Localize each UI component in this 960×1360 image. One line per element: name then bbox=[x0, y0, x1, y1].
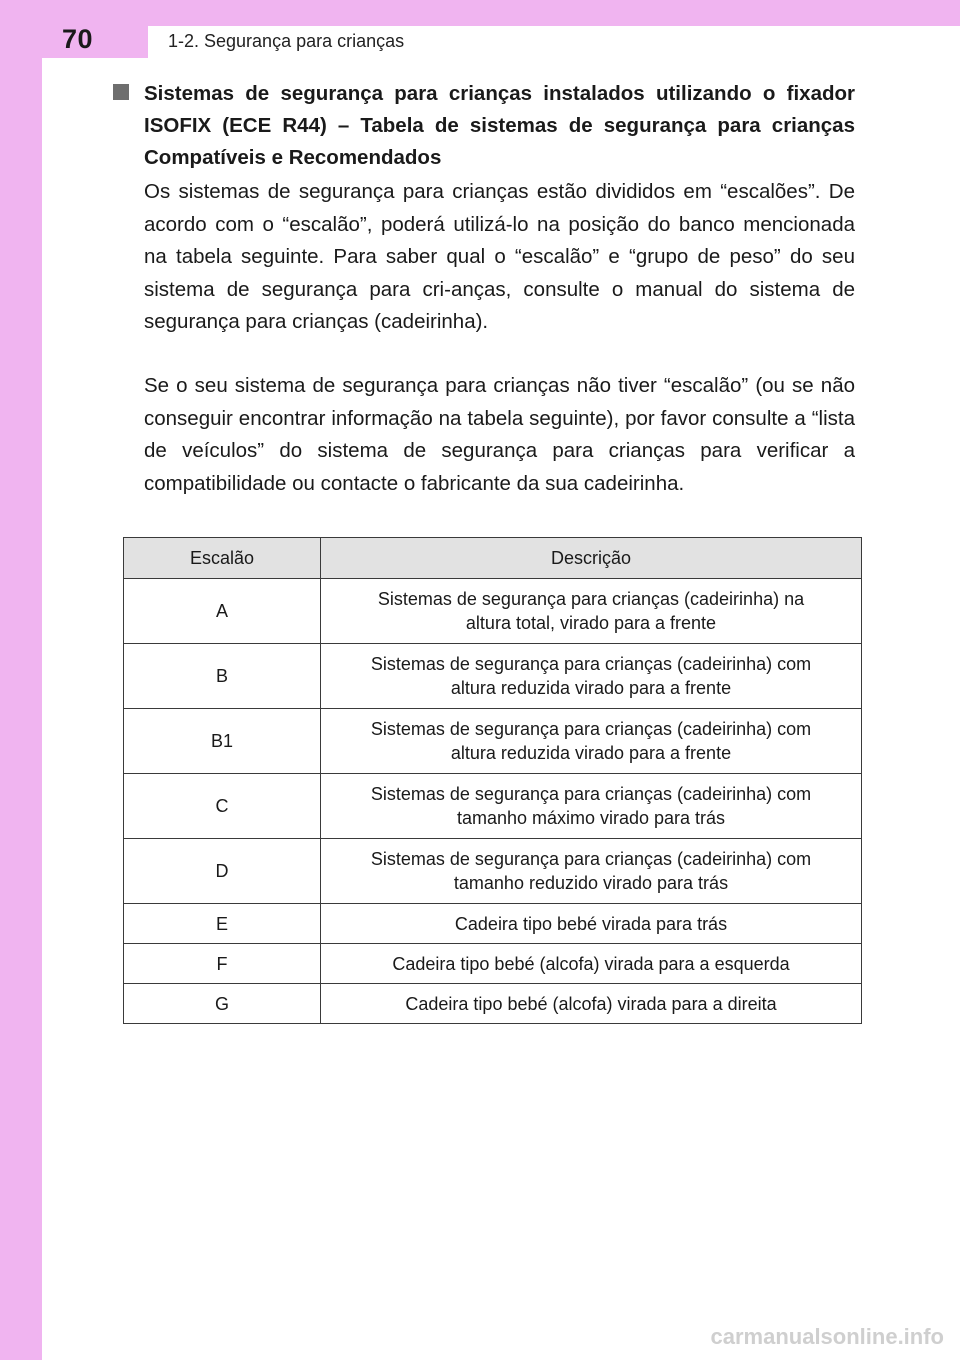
description-cell bbox=[321, 644, 862, 709]
grade-cell: B1 bbox=[124, 709, 321, 774]
description-cell: Cadeira tipo bebé (alcofa) virada para a direita bbox=[321, 984, 862, 1024]
description-line-1: Sistemas de segurança para crianças (cadeirinha) com bbox=[370, 654, 812, 674]
description-line-2: tamanho reduzido virado para trás bbox=[453, 873, 729, 893]
description-line-2: altura reduzida virado para a frente bbox=[450, 678, 732, 698]
table-row bbox=[124, 579, 862, 644]
header-description: Descrição bbox=[321, 538, 862, 579]
table-header-row bbox=[124, 538, 862, 579]
table-row bbox=[124, 839, 862, 904]
grade-cell: A bbox=[124, 579, 321, 644]
table-row bbox=[124, 984, 862, 1024]
header-grade: Escalão bbox=[124, 538, 321, 579]
side-color-strip bbox=[0, 0, 42, 1360]
description-cell: Cadeira tipo bebé virada para trás bbox=[321, 904, 862, 944]
description-line-1: Sistemas de segurança para crianças (cadeirinha) com bbox=[370, 784, 812, 804]
table-row bbox=[124, 944, 862, 984]
section-title: 1-2. Segurança para crianças bbox=[168, 31, 405, 51]
description-line-2: tamanho máximo virado para trás bbox=[456, 808, 726, 828]
table-row bbox=[124, 904, 862, 944]
description-cell bbox=[321, 709, 862, 774]
grades-table bbox=[123, 537, 862, 1024]
grade-cell: D bbox=[124, 839, 321, 904]
description-cell: Cadeira tipo bebé (alcofa) virada para a esquerda bbox=[321, 944, 862, 984]
paragraph-1: Os sistemas de segurança para crianças estão divididos em “escalões”. De acordo com o “escalão”, poderá utilizá-lo na posição do banco mencionada na tabela seguinte. Para saber qual o “escalão” e “grupo de peso” do seu sistema de segurança para cri-anças, consulte o manual do sistema de segurança para crianças (cadeirinha). bbox=[144, 180, 855, 333]
description-line-1: Sistemas de segurança para crianças (cadeirinha) na bbox=[377, 589, 805, 609]
watermark-link[interactable]: carmanualsonline.info bbox=[710, 1324, 944, 1349]
grade-cell: B bbox=[124, 644, 321, 709]
description-line-2: altura reduzida virado para a frente bbox=[450, 743, 732, 763]
table-row bbox=[124, 644, 862, 709]
description-line-2: altura total, virado para a frente bbox=[465, 613, 717, 633]
page-number: 70 bbox=[62, 24, 94, 54]
grade-cell: G bbox=[124, 984, 321, 1024]
table-row bbox=[124, 774, 862, 839]
section-heading: Sistemas de segurança para crianças instalados utilizando o fixador ISOFIX (ECE R44) – Tabela de sistemas de segurança para crianças Compatíveis e Recomendados bbox=[144, 82, 855, 169]
description-line-1: Sistemas de segurança para crianças (cadeirinha) com bbox=[370, 719, 812, 739]
grade-cell: F bbox=[124, 944, 321, 984]
description-line-1: Sistemas de segurança para crianças (cadeirinha) com bbox=[370, 849, 812, 869]
grade-cell: C bbox=[124, 774, 321, 839]
table-row bbox=[124, 709, 862, 774]
paragraph-2: Se o seu sistema de segurança para crianças não tiver “escalão” (ou se não conseguir encontrar informação na tabela seguinte), por favor consulte a “lista de veículos” do sistema de segurança para crianças para verificar a compatibilidade ou contacte o fabricante da sua cadeirinha. bbox=[144, 374, 855, 495]
square-bullet-icon bbox=[113, 84, 129, 100]
grade-cell: E bbox=[124, 904, 321, 944]
description-cell bbox=[321, 579, 862, 644]
description-cell bbox=[321, 839, 862, 904]
description-cell bbox=[321, 774, 862, 839]
